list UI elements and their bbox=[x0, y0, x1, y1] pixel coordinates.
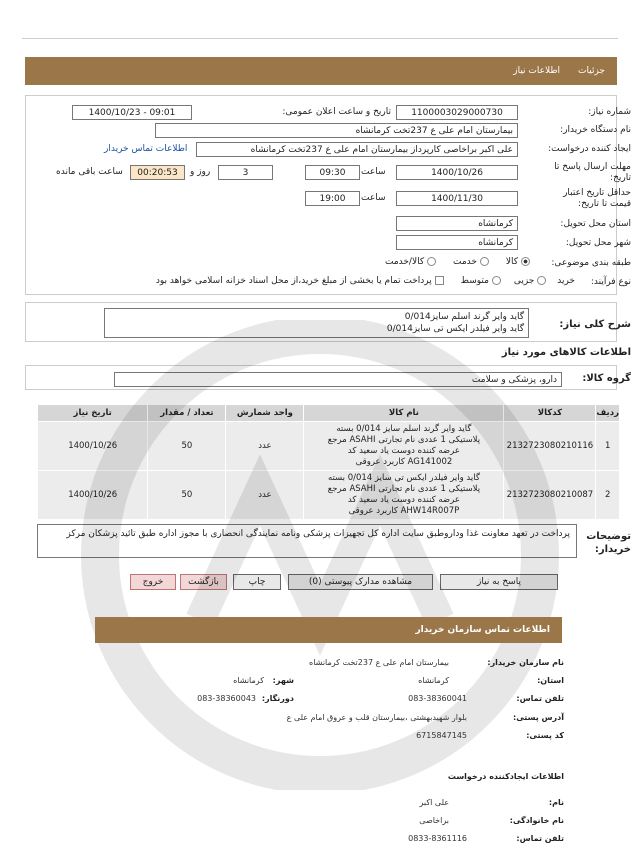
notes-label: توضیحات خریدار: bbox=[586, 531, 631, 555]
deadline-date-field: 1400/10/26 bbox=[396, 165, 518, 180]
exit-button[interactable]: خروج bbox=[130, 574, 176, 590]
summary-label: شرح کلی نیاز: bbox=[559, 319, 631, 330]
cell-qty: 50 bbox=[148, 471, 226, 520]
th-date: تاریخ نیاز bbox=[38, 405, 148, 422]
need-number-label: شماره نیاز: bbox=[588, 107, 631, 117]
process-buy-label: خرید bbox=[557, 276, 575, 286]
province-label: استان محل تحویل: bbox=[560, 219, 631, 229]
tab-details[interactable]: جزئیات bbox=[578, 66, 605, 76]
cell-qty: 50 bbox=[148, 422, 226, 471]
validity-time-label: ساعت bbox=[361, 193, 386, 203]
deadline-time-label: ساعت bbox=[361, 167, 386, 177]
goods-group-label: گروه کالا: bbox=[582, 373, 631, 384]
th-unit: واحد شمارش bbox=[226, 405, 304, 422]
contact-title-bar: اطلاعات تماس سازمان خریدار bbox=[95, 617, 562, 643]
announce-field: 1400/10/23 - 09:01 bbox=[72, 105, 192, 120]
creator-phone-value: 0833-8361116 bbox=[408, 834, 467, 843]
goods-section-title: اطلاعات کالاهای مورد نیاز bbox=[501, 347, 631, 358]
buyer-org-field: بیمارستان امام علی ع 237تخت کرمانشاه bbox=[155, 123, 518, 138]
notes-field: پرداخت در تعهد معاونت غذا وداروطبق سایت اداره کل تجهیزات پزشکی ونامه نمایندگی انحصاری با مجوز اداره طبق تائید پزشکان مرکز bbox=[37, 524, 577, 558]
days-label: روز و bbox=[190, 167, 211, 177]
cell-date: 1400/10/26 bbox=[38, 471, 148, 520]
radio-goods-service[interactable] bbox=[427, 257, 436, 266]
summary-line-1: گاید وایر گرند اسلم سایز0/014 bbox=[404, 312, 524, 322]
validity-time-field: 19:00 bbox=[305, 191, 360, 206]
city-field: کرمانشاه bbox=[396, 235, 518, 250]
contact-fax-label: دورنگار: bbox=[261, 694, 294, 703]
process-label: نوع فرآیند: bbox=[590, 277, 631, 287]
cell-index: 1 bbox=[596, 422, 620, 471]
remaining-time-field: 00:20:53 bbox=[130, 165, 185, 180]
back-button[interactable]: بازگشت bbox=[180, 574, 227, 590]
remaining-label: ساعت باقی مانده bbox=[56, 167, 123, 177]
org-name-value: بیمارستان امام علی ع 237تخت کرمانشاه bbox=[309, 658, 449, 667]
creator-field: علی اکبر براخاصی کارپرداز بیمارستان امام علی ع 237تخت کرمانشاه bbox=[196, 142, 518, 157]
radio-medium[interactable] bbox=[492, 276, 501, 285]
buyer-contact-link[interactable]: اطلاعات تماس خریدار bbox=[104, 144, 188, 154]
contact-postal-value: 6715847145 bbox=[416, 731, 467, 740]
city-label: شهر محل تحویل: bbox=[565, 238, 631, 248]
cell-code: 2132723080210116 bbox=[504, 422, 596, 471]
creator-name-value: علی اکبر bbox=[419, 798, 449, 807]
cell-name: گاید وایر گرند اسلم سایز 0/014 بسته پلاستیکی 1 عددی نام تجارتی ASAHI مرجع عرضه کننده دوست یاد سعید کد AG141002 کاربرد عروقی bbox=[304, 422, 504, 471]
deadline-label: مهلت ارسال پاسخ تا تاریخ: bbox=[554, 162, 631, 183]
radio-service[interactable] bbox=[480, 257, 489, 266]
th-code: کدکالا bbox=[504, 405, 596, 422]
creator-phone-label: تلفن تماس: bbox=[516, 834, 564, 843]
cell-name: گاید وایر فیلدر ایکس تی سایز 0/014 بسته پلاستیکی 1 عددی نام تجارتی ASAHI مرجع عرضه کننده دوست یاد سعید کد AHW14R007P کاربرد عروقی bbox=[304, 471, 504, 520]
validity-label: حداقل تاریخ اعتبار قیمت تا تاریخ: bbox=[563, 188, 631, 209]
buyer-org-label: نام دستگاه خریدار: bbox=[560, 125, 631, 135]
th-qty: تعداد / مقدار bbox=[148, 405, 226, 422]
contact-province-label: استان: bbox=[537, 676, 564, 685]
cell-unit: عدد bbox=[226, 471, 304, 520]
contact-address-label: آدرس پستی: bbox=[513, 713, 564, 722]
contact-phone-label: تلفن تماس: bbox=[516, 694, 564, 703]
contact-fax-value: 083-38360043 bbox=[197, 694, 256, 703]
creator-info-title: اطلاعات ایجادکننده درخواست bbox=[447, 772, 564, 781]
deadline-time-field: 09:30 bbox=[305, 165, 360, 180]
process-options bbox=[156, 276, 575, 286]
print-button[interactable]: چاپ bbox=[233, 574, 281, 590]
payment-note: پرداخت تمام یا بخشی از مبلغ خرید،از محل اسناد خزانه اسلامی خواهد بود bbox=[155, 276, 432, 286]
contact-phone-value: 083-38360041 bbox=[408, 694, 467, 703]
attachments-button[interactable]: مشاهده مدارک پیوستی (0) bbox=[288, 574, 433, 590]
contact-city-value: کرمانشاه bbox=[233, 676, 264, 685]
province-field: کرمانشاه bbox=[396, 216, 518, 231]
category-radios bbox=[385, 257, 533, 267]
creator-name-label: نام: bbox=[548, 798, 564, 807]
contact-province-value: کرمانشاه bbox=[418, 676, 449, 685]
cell-date: 1400/10/26 bbox=[38, 422, 148, 471]
creator-family-label: نام خانوادگی: bbox=[509, 816, 564, 825]
summary-line-2: گاید وایر فیلدر ایکس تی سایز0/014 bbox=[386, 324, 524, 334]
payment-checkbox[interactable] bbox=[435, 276, 444, 285]
days-field: 3 bbox=[218, 165, 273, 180]
contact-address-value: بلوار شهیدبهشتی ،بیمارستان قلب و عروق امام علی ع bbox=[286, 713, 467, 722]
radio-goods-label: کالا bbox=[505, 257, 518, 267]
creator-label: ایجاد کننده درخواست: bbox=[548, 144, 631, 154]
tab-need-info[interactable]: اطلاعات نیاز bbox=[513, 66, 561, 76]
radio-goods-service-label: کالا/خدمت bbox=[384, 257, 425, 267]
goods-group-field: دارو، پزشکی و سلامت bbox=[114, 372, 562, 387]
cell-index: 2 bbox=[596, 471, 620, 520]
top-divider bbox=[22, 38, 618, 39]
validity-date-field: 1400/11/30 bbox=[396, 191, 518, 206]
radio-small[interactable] bbox=[537, 276, 546, 285]
cell-code: 2132723080210087 bbox=[504, 471, 596, 520]
announce-label: تاریخ و ساعت اعلان عمومی: bbox=[282, 107, 391, 117]
contact-city-label: شهر: bbox=[272, 676, 294, 685]
radio-service-label: خدمت bbox=[453, 257, 477, 267]
creator-family-value: براخاصی bbox=[419, 816, 449, 825]
cell-unit: عدد bbox=[226, 422, 304, 471]
category-label: طبقه بندی موضوعی: bbox=[551, 258, 631, 268]
radio-goods[interactable] bbox=[521, 257, 530, 266]
reply-button[interactable]: پاسخ به نیاز bbox=[440, 574, 558, 590]
th-index: ردیف bbox=[596, 405, 620, 422]
need-number-field: 1100003029000730 bbox=[396, 105, 518, 120]
th-name: نام کالا bbox=[304, 405, 504, 422]
org-name-label: نام سازمان خریدار: bbox=[487, 658, 564, 667]
contact-postal-label: کد پستی: bbox=[526, 731, 564, 740]
radio-medium-label: متوسط bbox=[460, 276, 489, 286]
page-header bbox=[25, 57, 617, 85]
radio-small-label: جزیی bbox=[513, 276, 535, 286]
